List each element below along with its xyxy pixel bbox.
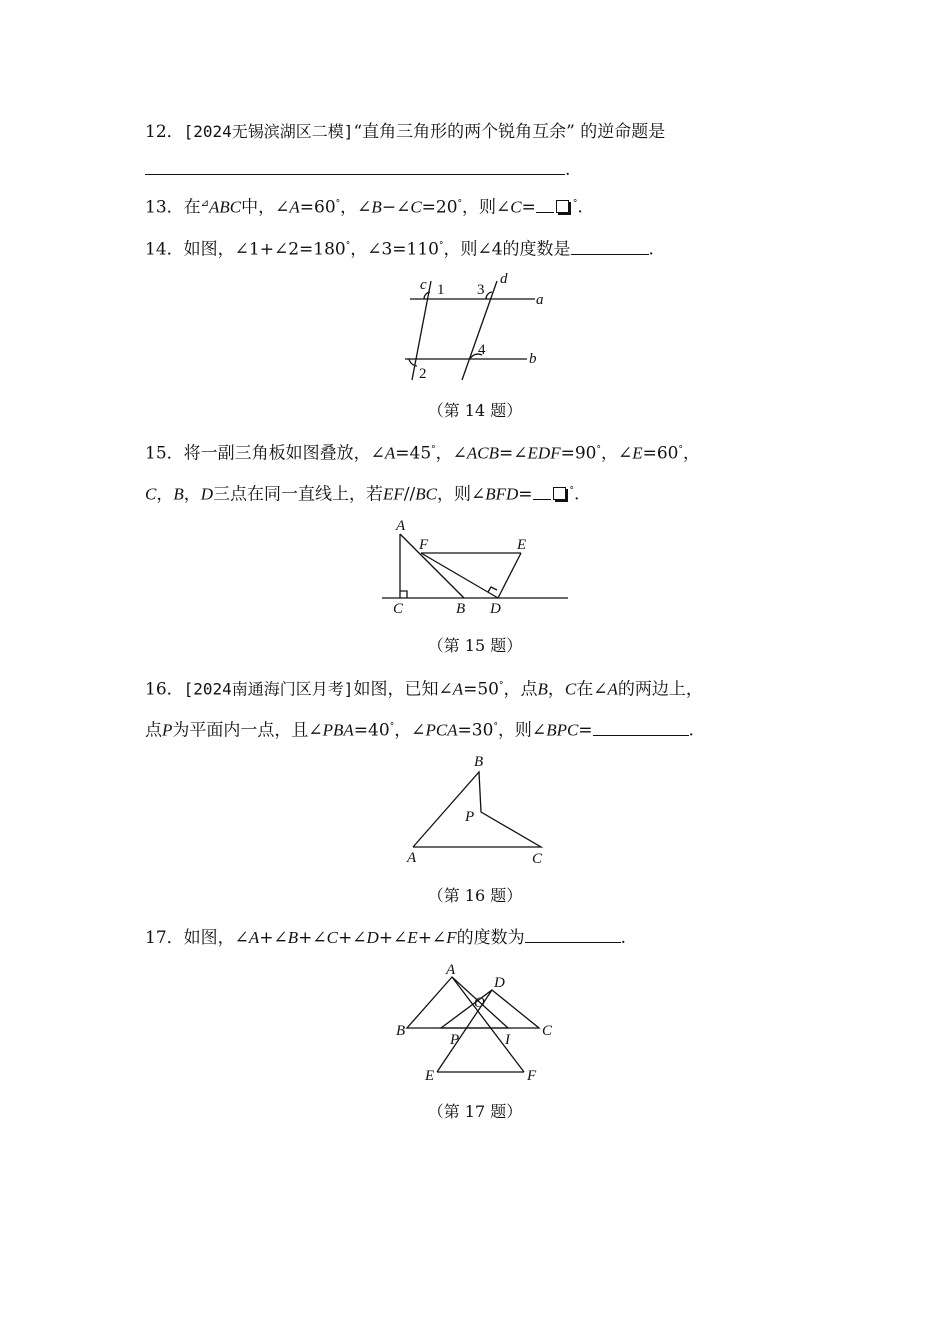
point-label-C: C <box>532 851 543 867</box>
angle-label-3: 3 <box>477 282 485 298</box>
line-label-a: a <box>536 292 544 308</box>
vertex-label-B: B <box>396 1023 406 1039</box>
source-tag: [2024无锡滨湖区二模] <box>183 122 354 141</box>
point-label-P: P <box>465 809 475 825</box>
question-number: 12． <box>145 122 184 142</box>
vertex-label-F: F <box>527 1068 537 1084</box>
question-16: 16．[2024南通海门区月考]如图，已知∠A=50°，点B，C在∠A的两边上， <box>145 679 703 700</box>
vertex-label-B: B <box>456 601 466 617</box>
question-17: 17．如图，∠A+∠B+∠C+∠D+∠E+∠F的度数为 . <box>145 928 626 948</box>
vertex-label-C: C <box>542 1023 553 1039</box>
answer-blank[interactable] <box>533 483 551 500</box>
answer-blank[interactable] <box>536 196 554 213</box>
figure-15-caption: （第 15 题） <box>427 636 523 655</box>
answer-blank[interactable] <box>571 238 649 255</box>
vertex-label-D: D <box>490 601 501 617</box>
answer-box-icon[interactable] <box>553 487 566 500</box>
triangle-symbol: ⊿ <box>200 198 210 209</box>
source-tag: [2024南通海门区月考] <box>183 679 354 699</box>
line-label-d: d <box>500 271 508 287</box>
vertex-label-A: A <box>446 962 456 978</box>
question-number: 13． <box>145 197 184 218</box>
question-number: 17． <box>145 928 184 948</box>
vertex-label-P: P <box>450 1032 460 1048</box>
line-label-c: c <box>420 277 427 293</box>
point-label-B: B <box>474 754 484 770</box>
question-16-line-2: 点P为平面内一点，且∠PBA=40°，∠PCA=30°，则∠BPC= . <box>145 720 694 741</box>
question-15: 15．将一副三角板如图叠放，∠A=45°，∠ACB=∠EDF=90°，∠E=60°， <box>145 443 700 464</box>
answer-blank[interactable] <box>525 926 621 943</box>
vertex-label-D: D <box>494 975 505 991</box>
line-label-b: b <box>529 351 537 367</box>
question-15-line-2: C，B，D三点在同一直线上，若EF//BC，则∠BFD= °. <box>145 484 580 505</box>
vertex-label-A: A <box>396 518 406 534</box>
answer-box-icon[interactable] <box>556 200 569 213</box>
question-text: “直角三角形的两个锐角互余” 的逆命题是 <box>353 122 666 142</box>
vertex-label-C: C <box>393 601 404 617</box>
figure-14-caption: （第 14 题） <box>427 401 523 420</box>
point-label-A: A <box>407 850 417 866</box>
question-number: 14． <box>145 239 184 260</box>
angle-label-4: 4 <box>478 342 486 358</box>
answer-blank[interactable] <box>593 719 689 736</box>
vertex-label-I: I <box>505 1032 510 1048</box>
vertex-label-F: F <box>419 537 429 553</box>
vertex-label-O: O <box>474 995 485 1011</box>
vertex-label-E: E <box>517 537 527 553</box>
question-number: 15． <box>145 443 184 464</box>
vertex-label-E: E <box>425 1068 435 1084</box>
question-number: 16． <box>145 679 184 700</box>
question-12-answer-line: . <box>145 158 570 181</box>
question-12 <box>145 121 665 143</box>
question-13: 13．在⊿ABC中，∠A=60°，∠B−∠C=20°，则∠C= °. <box>145 197 583 218</box>
answer-blank[interactable] <box>145 158 565 175</box>
angle-label-2: 2 <box>419 366 427 382</box>
angle-label-1: 1 <box>437 282 445 298</box>
figure-17-caption: （第 17 题） <box>427 1102 523 1121</box>
question-14: 14．如图，∠1+∠2=180°，∠3=110°，则∠4的度数是 . <box>145 239 654 260</box>
figure-16-caption: （第 16 题） <box>427 886 523 905</box>
